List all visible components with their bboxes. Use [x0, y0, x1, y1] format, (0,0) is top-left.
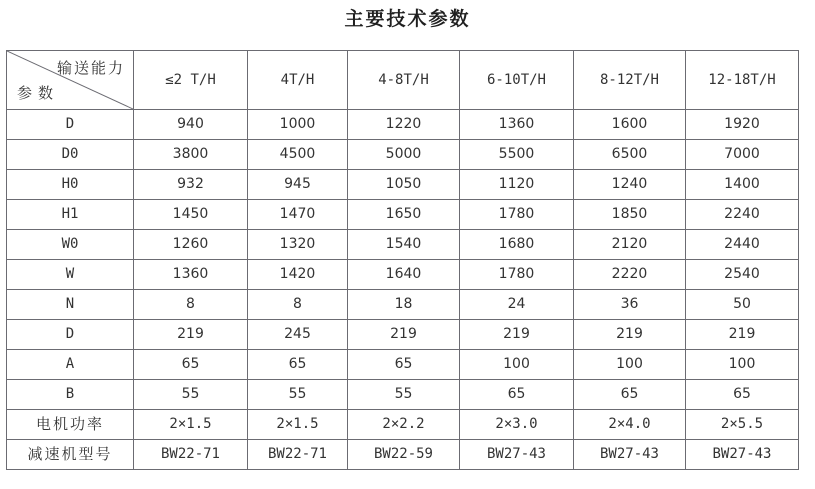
capacity-axis-label: 输送能力 [56, 59, 125, 77]
parameter-name-cell: D0 [7, 140, 134, 170]
value-cell: 1000 [248, 110, 348, 140]
value-cell: 1920 [686, 110, 799, 140]
table-row [7, 260, 799, 290]
value-cell: 1850 [574, 200, 686, 230]
parameter-name-cell: 减速机型号 [7, 440, 134, 470]
value-cell: 65 [348, 350, 460, 380]
value-cell: 219 [686, 320, 799, 350]
table-row [7, 410, 799, 440]
parameter-name-cell: 电机功率 [7, 410, 134, 440]
value-cell: 100 [686, 350, 799, 380]
value-cell: 2×4.0 [574, 410, 686, 440]
value-cell: 219 [460, 320, 574, 350]
parameter-name-cell: W [7, 260, 134, 290]
table-row [7, 200, 799, 230]
value-cell: 1420 [248, 260, 348, 290]
value-cell: 3800 [134, 140, 248, 170]
value-cell: 55 [348, 380, 460, 410]
parameter-name-cell: D [7, 110, 134, 140]
parameter-name-cell: A [7, 350, 134, 380]
value-cell: 1360 [134, 260, 248, 290]
value-cell: 945 [248, 170, 348, 200]
value-cell: 6500 [574, 140, 686, 170]
value-cell: 1400 [686, 170, 799, 200]
value-cell: 1640 [348, 260, 460, 290]
corner-header-cell [7, 51, 134, 110]
column-header: 12-18T/H [686, 51, 799, 110]
value-cell: 1320 [248, 230, 348, 260]
value-cell: 1650 [348, 200, 460, 230]
value-cell: 65 [460, 380, 574, 410]
value-cell: 932 [134, 170, 248, 200]
column-header: 4-8T/H [348, 51, 460, 110]
column-header: 4T/H [248, 51, 348, 110]
value-cell: 1680 [460, 230, 574, 260]
value-cell: 36 [574, 290, 686, 320]
parameter-name-cell: D [7, 320, 134, 350]
value-cell: 100 [460, 350, 574, 380]
value-cell: 2×3.0 [460, 410, 574, 440]
value-cell: 24 [460, 290, 574, 320]
value-cell: 1360 [460, 110, 574, 140]
column-header: 8-12T/H [574, 51, 686, 110]
value-cell: 1470 [248, 200, 348, 230]
value-cell: 65 [134, 350, 248, 380]
value-cell: 7000 [686, 140, 799, 170]
value-cell: 2×2.2 [348, 410, 460, 440]
table-row [7, 230, 799, 260]
parameter-name-cell: H0 [7, 170, 134, 200]
value-cell: 2×1.5 [248, 410, 348, 440]
value-cell: 65 [686, 380, 799, 410]
parameter-name-cell: W0 [7, 230, 134, 260]
value-cell: 65 [574, 380, 686, 410]
header-row [7, 51, 799, 110]
value-cell: 1780 [460, 260, 574, 290]
value-cell: 1450 [134, 200, 248, 230]
value-cell: 219 [574, 320, 686, 350]
value-cell: 1540 [348, 230, 460, 260]
value-cell: 50 [686, 290, 799, 320]
parameter-axis-label: 参数 [17, 84, 60, 102]
value-cell: 4500 [248, 140, 348, 170]
value-cell: 2440 [686, 230, 799, 260]
value-cell: 5500 [460, 140, 574, 170]
parameter-name-cell: H1 [7, 200, 134, 230]
value-cell: 5000 [348, 140, 460, 170]
value-cell: 1260 [134, 230, 248, 260]
value-cell: 2240 [686, 200, 799, 230]
value-cell: 940 [134, 110, 248, 140]
column-header: ≤2 T/H [134, 51, 248, 110]
parameter-name-cell: N [7, 290, 134, 320]
page-title: 主要技术参数 [344, 8, 471, 30]
value-cell: 2×1.5 [134, 410, 248, 440]
value-cell: BW22-59 [348, 440, 460, 470]
table-row [7, 350, 799, 380]
value-cell: 1600 [574, 110, 686, 140]
value-cell: 8 [134, 290, 248, 320]
value-cell: 2120 [574, 230, 686, 260]
technical-parameters-table [6, 50, 799, 470]
value-cell: BW22-71 [134, 440, 248, 470]
table-row [7, 380, 799, 410]
column-header: 6-10T/H [460, 51, 574, 110]
table-row [7, 140, 799, 170]
value-cell: 219 [348, 320, 460, 350]
value-cell: BW22-71 [248, 440, 348, 470]
value-cell: 8 [248, 290, 348, 320]
table-row [7, 440, 799, 470]
value-cell: 219 [134, 320, 248, 350]
value-cell: 1050 [348, 170, 460, 200]
table-row [7, 320, 799, 350]
value-cell: 55 [134, 380, 248, 410]
value-cell: 245 [248, 320, 348, 350]
value-cell: BW27-43 [460, 440, 574, 470]
value-cell: BW27-43 [686, 440, 799, 470]
value-cell: 18 [348, 290, 460, 320]
value-cell: 2×5.5 [686, 410, 799, 440]
value-cell: 2540 [686, 260, 799, 290]
table-row [7, 170, 799, 200]
value-cell: 55 [248, 380, 348, 410]
value-cell: 2220 [574, 260, 686, 290]
table-row [7, 110, 799, 140]
value-cell: 1240 [574, 170, 686, 200]
value-cell: BW27-43 [574, 440, 686, 470]
table-row [7, 290, 799, 320]
value-cell: 65 [248, 350, 348, 380]
value-cell: 1220 [348, 110, 460, 140]
value-cell: 1780 [460, 200, 574, 230]
parameter-name-cell: B [7, 380, 134, 410]
value-cell: 1120 [460, 170, 574, 200]
value-cell: 100 [574, 350, 686, 380]
